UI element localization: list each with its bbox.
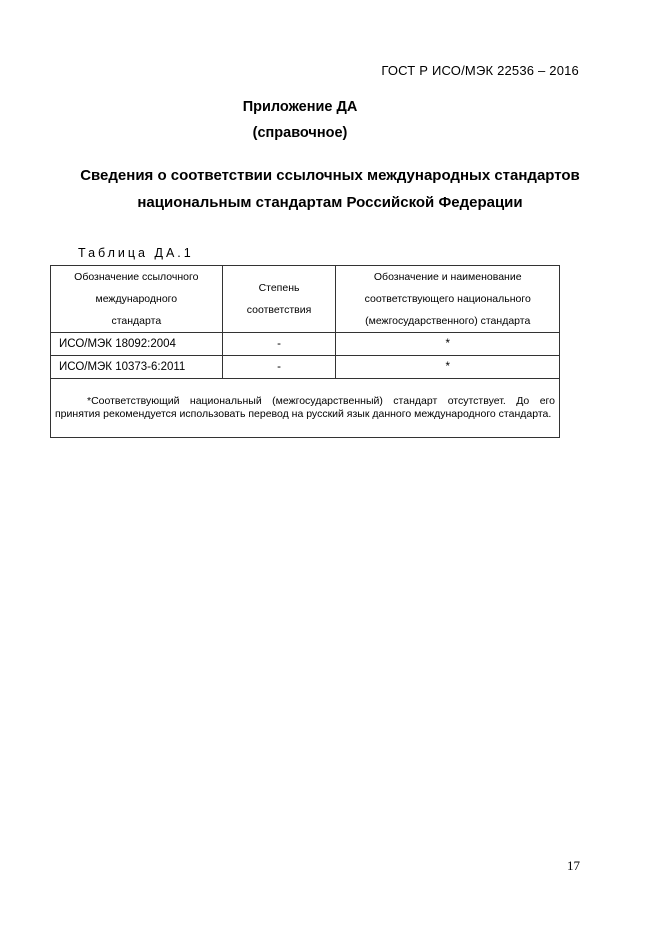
cell-national-standard: * bbox=[336, 333, 560, 356]
annex-heading bbox=[0, 94, 600, 146]
section-title-line-2: национальным стандартам Российской Федерации bbox=[137, 194, 523, 211]
table-footnote: *Соответствующий национальный (межгосударственный) стандарт отсутствует. До его принятия рекомендуется использовать перевод на русский язык данного международного стандарта. bbox=[55, 395, 555, 420]
cell-reference-standard: ИСО/МЭК 18092:2004 bbox=[51, 333, 223, 356]
table-caption: Таблица ДА.1 bbox=[78, 246, 194, 260]
section-title bbox=[40, 162, 620, 216]
header-cell-reference-standard: Обозначение ссылочного международного стандарта bbox=[51, 266, 223, 333]
header-cell-degree: Степень соответствия bbox=[222, 266, 336, 333]
table-footnote-row bbox=[51, 379, 560, 438]
table-footnote-cell bbox=[51, 379, 560, 438]
document-code: ГОСТ Р ИСО/МЭК 22536 – 2016 bbox=[381, 63, 579, 78]
cell-degree: - bbox=[222, 333, 336, 356]
header-cell-national-standard: Обозначение и наименование соответствующего национального (межгосударственного) стандарта bbox=[336, 266, 560, 333]
cell-reference-standard: ИСО/МЭК 10373-6:2011 bbox=[51, 356, 223, 379]
section-title-line-1: Сведения о соответствии ссылочных международных стандартов bbox=[80, 167, 580, 184]
annex-subtitle: (справочное) bbox=[252, 125, 348, 141]
page-number: 17 bbox=[567, 858, 580, 873]
cell-national-standard: * bbox=[336, 356, 560, 379]
annex-title: Приложение ДА bbox=[242, 99, 358, 115]
table-row bbox=[51, 356, 560, 379]
standards-correspondence-table bbox=[50, 265, 560, 438]
cell-degree: - bbox=[222, 356, 336, 379]
table-header-row bbox=[51, 266, 560, 333]
table-row bbox=[51, 333, 560, 356]
